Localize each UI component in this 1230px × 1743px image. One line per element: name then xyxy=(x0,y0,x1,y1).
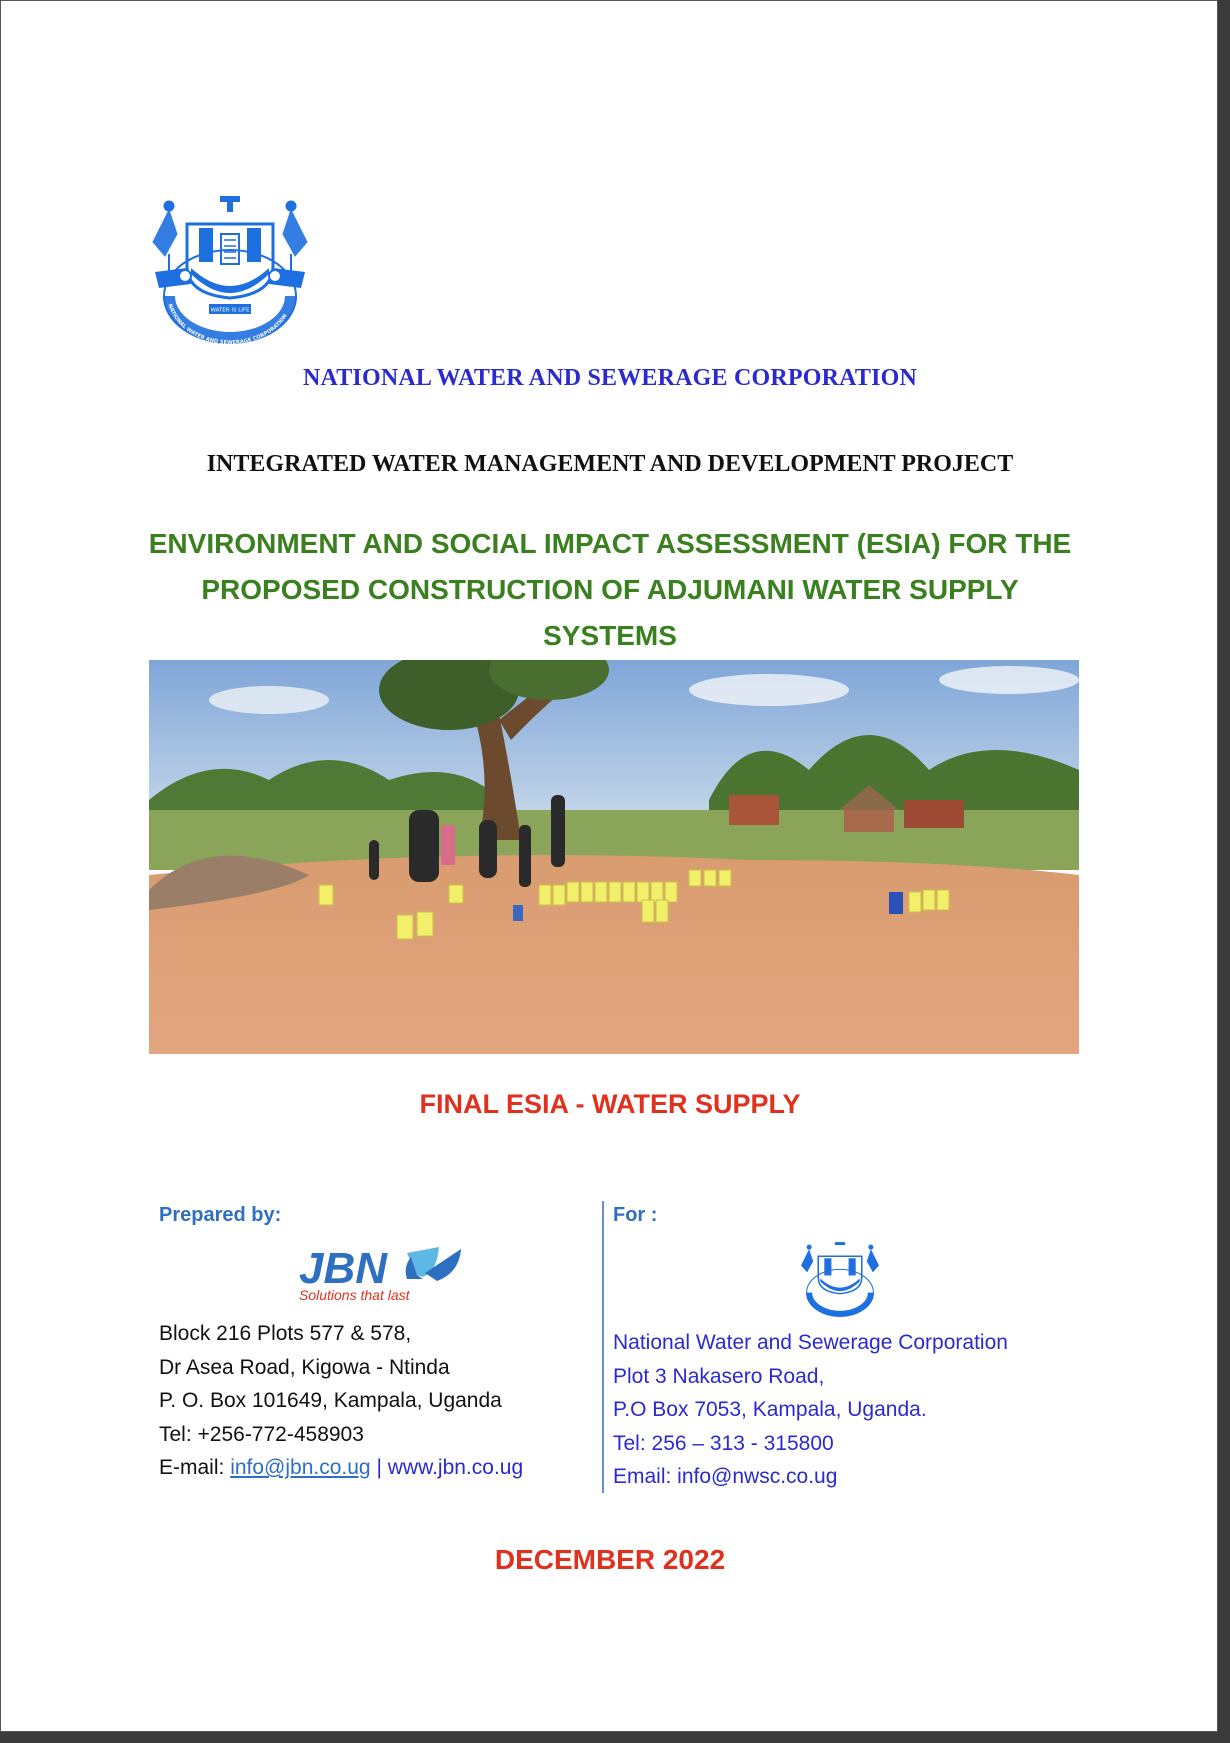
jbn-logo-text: JBN xyxy=(299,1245,388,1293)
address-line: Tel: +256-772-458903 xyxy=(159,1422,364,1446)
jbn-logo xyxy=(299,1245,469,1303)
address-line: P. O. Box 101649, Kampala, Uganda xyxy=(159,1389,502,1412)
nwsc-crest-icon xyxy=(147,194,313,344)
jbn-email-link[interactable]: info@jbn.co.ug xyxy=(230,1456,371,1479)
jbn-butterfly-icon xyxy=(406,1247,461,1281)
separator: | xyxy=(370,1456,388,1479)
report-date: DECEMBER 2022 xyxy=(494,1544,726,1575)
jbn-address xyxy=(159,1317,523,1485)
for-label: For : xyxy=(613,1204,658,1226)
address-line: Plot 3 Nakasero Road, xyxy=(613,1364,825,1388)
crest-ribbon-text: WATER IS LIFE xyxy=(210,307,250,314)
address-line: P.O Box 7053, Kampala, Uganda. xyxy=(613,1398,927,1421)
cover-photo xyxy=(149,660,1079,1054)
address-line: National Water and Sewerage Corporation xyxy=(613,1331,1008,1354)
email-prefix: E-mail: xyxy=(159,1456,231,1479)
report-title-line: PROPOSED CONSTRUCTION OF ADJUMANI WATER SUPPLY xyxy=(201,574,1019,605)
column-divider xyxy=(602,1201,604,1493)
address-line: Email: info@nwsc.co.ug xyxy=(613,1465,838,1488)
jbn-tagline: Solutions that last xyxy=(299,1287,410,1303)
jbn-website[interactable]: www.jbn.co.ug xyxy=(387,1456,524,1479)
organization-name: NATIONAL WATER AND SEWERAGE CORPORATION xyxy=(302,365,918,391)
nwsc-address xyxy=(613,1326,1008,1494)
nwsc-crest-small-icon xyxy=(798,1241,882,1317)
address-line: Block 216 Plots 577 & 578, xyxy=(159,1322,412,1345)
address-line: Tel: 256 – 313 - 315800 xyxy=(613,1431,834,1455)
project-name: INTEGRATED WATER MANAGEMENT AND DEVELOPMENT PROJECT xyxy=(206,451,1014,477)
svg-text:NATIONAL WATER AND SEWERAGE CO: NATIONAL WATER AND SEWERAGE CORPORATION xyxy=(166,303,289,344)
report-title-line: ENVIRONMENT AND SOCIAL IMPACT ASSESSMENT (ESIA) FOR THE xyxy=(148,528,1072,559)
address-line: Dr Asea Road, Kigowa - Ntinda xyxy=(159,1355,450,1379)
prepared-by-label: Prepared by: xyxy=(159,1204,282,1226)
report-title xyxy=(131,521,1089,659)
report-type: FINAL ESIA - WATER SUPPLY xyxy=(419,1089,801,1119)
report-title-line: SYSTEMS xyxy=(543,620,677,651)
email-line xyxy=(159,1451,523,1485)
